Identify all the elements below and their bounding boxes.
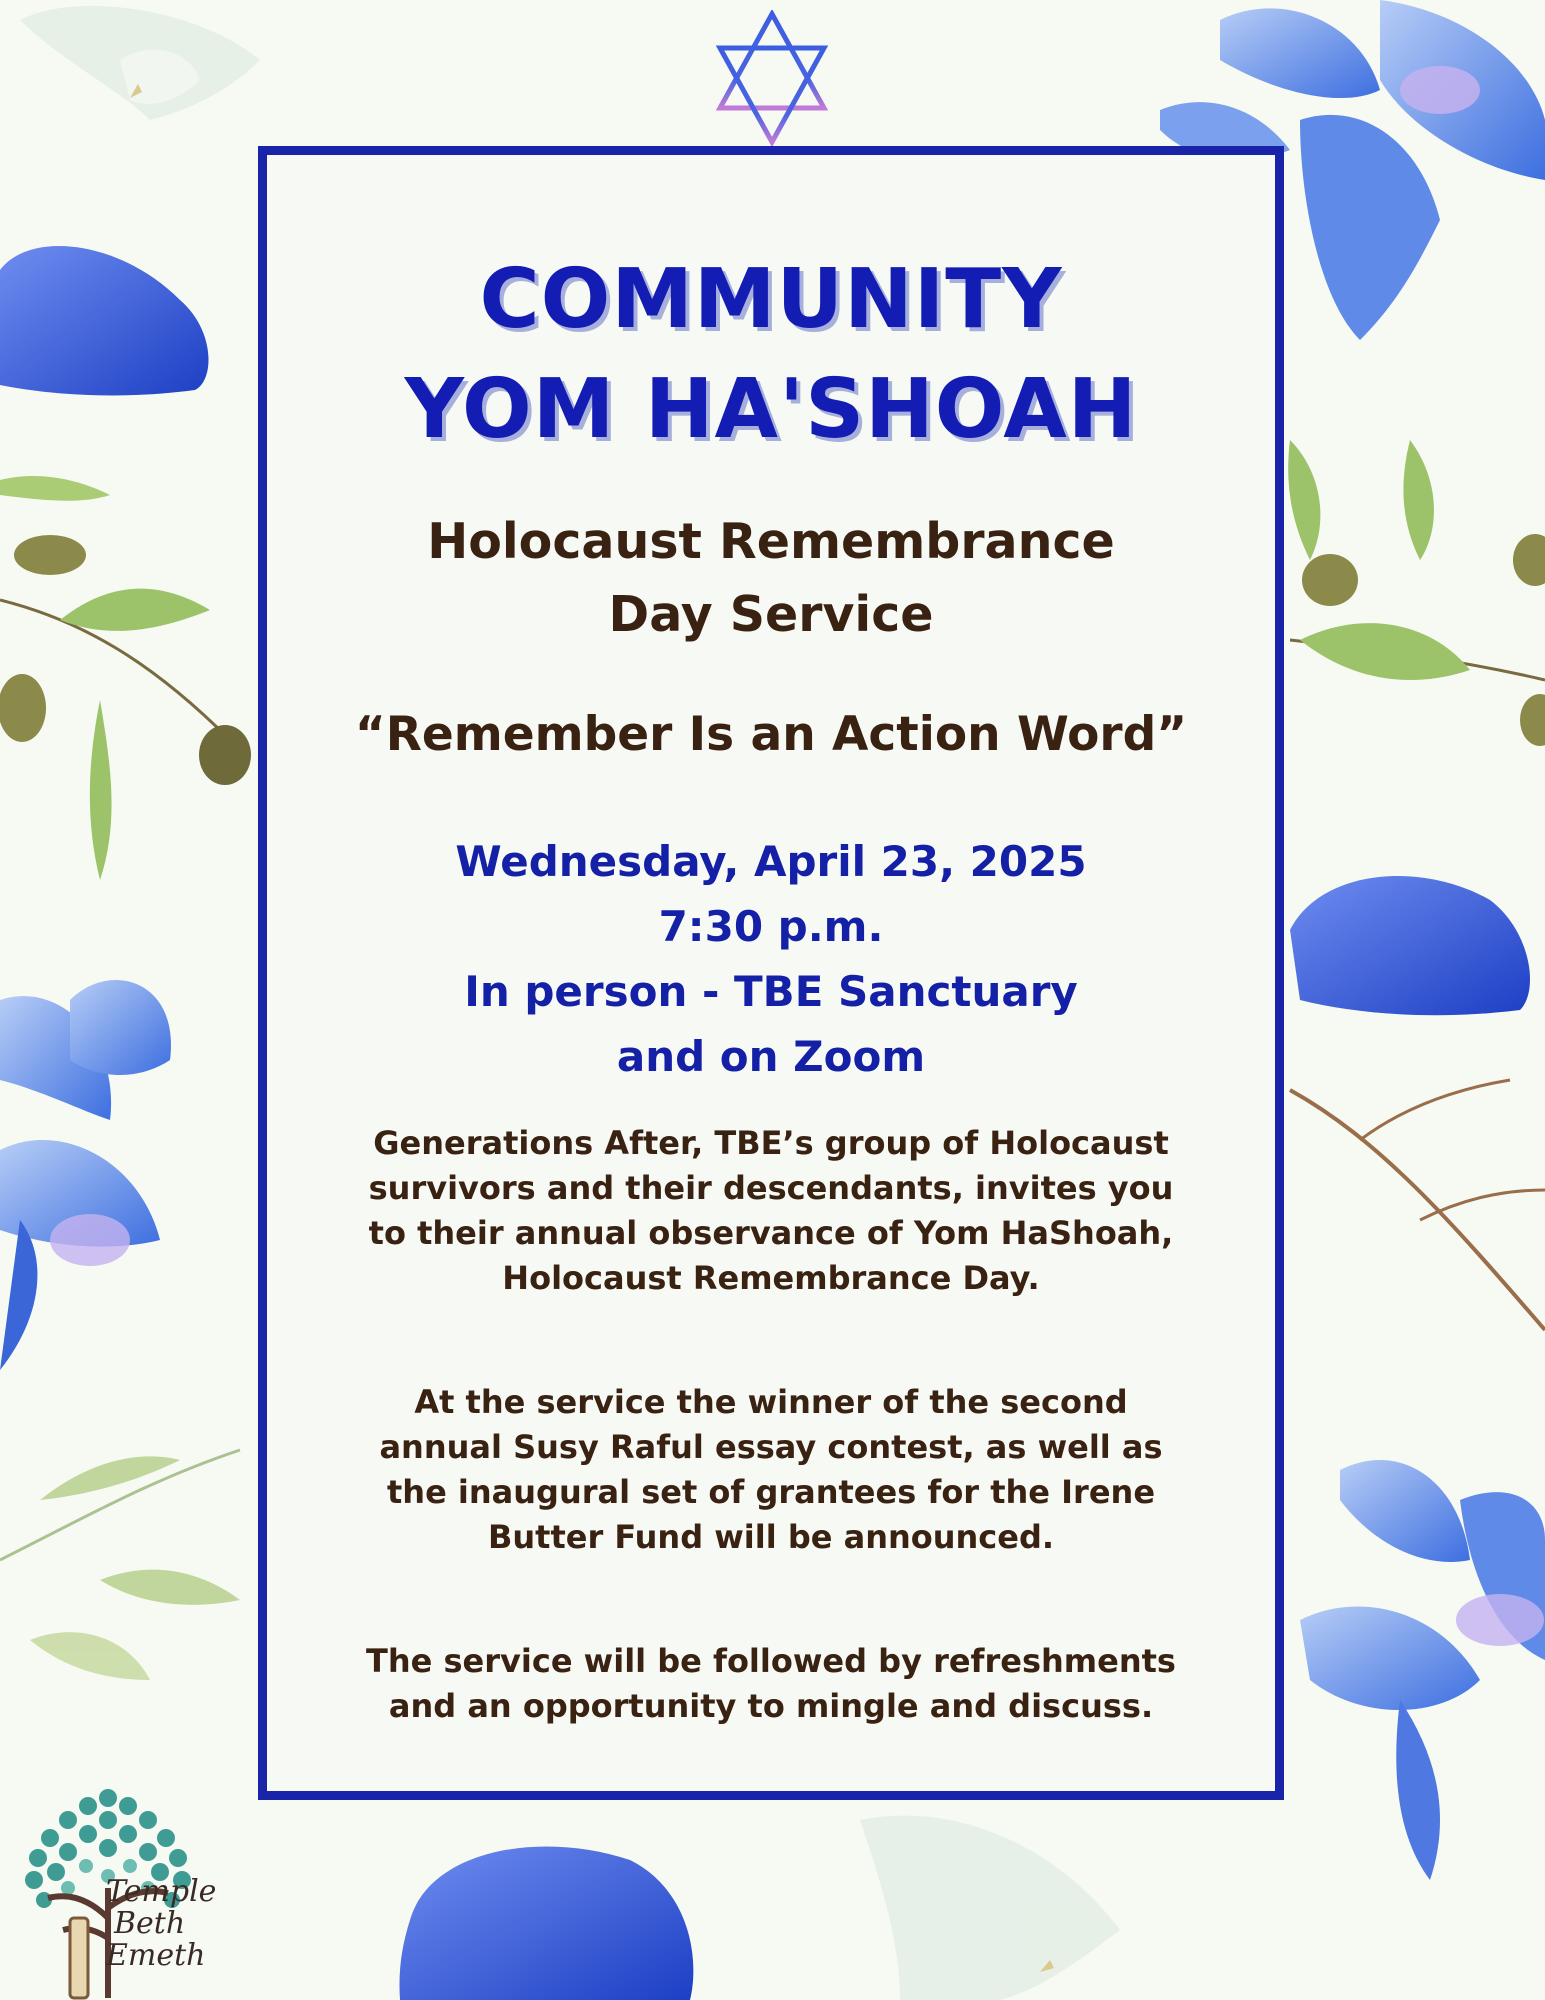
paragraph-line: the inaugural set of grantees for the Irene: [386, 1473, 1156, 1511]
twig-icon: [1290, 1080, 1545, 1330]
dove-icon: [860, 1816, 1120, 2000]
paragraph-line: Butter Fund will be announced.: [487, 1518, 1055, 1556]
paragraph-line: Holocaust Remembrance Day.: [502, 1259, 1040, 1297]
paragraph-invitation: [307, 1121, 1235, 1301]
paragraph-refreshments: [307, 1639, 1235, 1729]
flyer-frame: [258, 146, 1284, 1800]
event-time: 7:30 p.m.: [658, 902, 884, 951]
paragraph-line: The service will be followed by refreshments: [366, 1642, 1176, 1680]
logo-line-2: Beth: [114, 1906, 186, 1941]
kippah-icon: [0, 246, 209, 395]
olive-branch-icon: [0, 1450, 240, 1680]
paragraph-line: to their annual observance of Yom HaShoah,: [368, 1214, 1174, 1252]
iris-flower-icon: [0, 980, 171, 1370]
subtitle-line-2: Day Service: [608, 586, 934, 643]
kippah-icon: [1290, 876, 1530, 1015]
paragraph-line: At the service the winner of the second: [414, 1383, 1128, 1421]
subtitle: [267, 505, 1275, 651]
title-line-1: COMMUNITY: [479, 252, 1063, 347]
logo-line-3: Emeth: [106, 1938, 206, 1973]
paragraph-announcements: [307, 1380, 1235, 1560]
flyer-content: [267, 155, 1275, 1791]
event-date: Wednesday, April 23, 2025: [455, 837, 1087, 886]
page-title: [267, 245, 1275, 465]
paragraph-line: annual Susy Raful essay contest, as well as: [379, 1428, 1163, 1466]
event-online: and on Zoom: [616, 1032, 926, 1081]
olive-branch-icon: [0, 476, 251, 880]
subtitle-line-1: Holocaust Remembrance: [427, 513, 1115, 570]
logo-wordmark: [106, 1876, 216, 1972]
logo-line-1: Temple: [106, 1874, 217, 1909]
paragraph-line: and an opportunity to mingle and discuss.: [388, 1687, 1154, 1725]
event-location: In person - TBE Sanctuary: [464, 967, 1078, 1016]
event-details: [267, 829, 1275, 1089]
olive-branch-icon: [1288, 440, 1545, 746]
paragraph-line: Generations After, TBE’s group of Holocaust: [373, 1124, 1169, 1162]
event-theme-quote: “Remember Is an Action Word”: [354, 707, 1188, 762]
star-of-david-icon: [712, 10, 832, 146]
paragraph-line: survivors and their descendants, invites you: [368, 1169, 1174, 1207]
dove-icon: [20, 6, 260, 120]
kippah-icon: [399, 1847, 693, 2000]
iris-flower-icon: [1300, 1460, 1545, 1880]
title-line-2: YOM HA'SHOAH: [404, 362, 1138, 457]
